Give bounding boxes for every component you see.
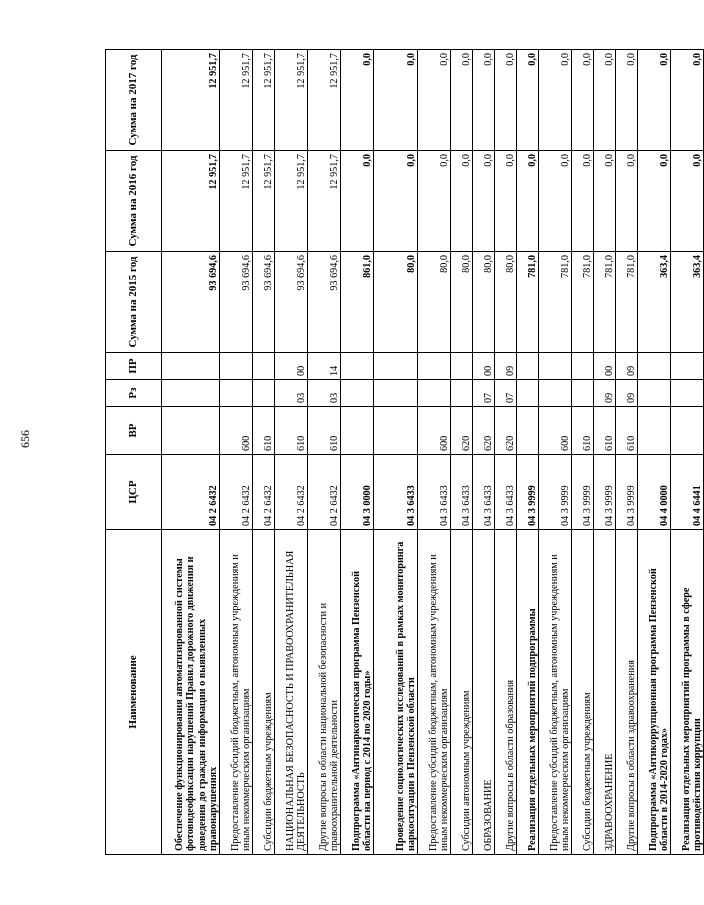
cell-vr: 620 — [495, 407, 517, 455]
table-row — [374, 50, 418, 855]
page-number: 656 — [18, 430, 32, 448]
cell-csr: 04 3 6433 — [374, 455, 418, 530]
cell-name: Субсидии бюджетным учреждениям — [253, 530, 275, 855]
cell-vr: 620 — [473, 407, 495, 455]
header-pr: ПР — [106, 353, 162, 380]
cell-sum-2015: 93 694,6 — [275, 252, 308, 353]
cell-csr: 04 2 6432 — [220, 455, 253, 530]
table-row — [451, 50, 473, 855]
table-row — [162, 50, 220, 855]
cell-sum-2015: 781,0 — [594, 252, 616, 353]
cell-pr: 09 — [616, 353, 638, 380]
cell-csr: 04 3 6433 — [451, 455, 473, 530]
table-row — [594, 50, 616, 855]
cell-vr: 610 — [594, 407, 616, 455]
cell-pr: 09 — [495, 353, 517, 380]
header-name: Наименование — [106, 530, 162, 855]
rotated-table-container — [105, 50, 703, 855]
table-row — [517, 50, 539, 855]
cell-name: ОБРАЗОВАНИЕ — [473, 530, 495, 855]
cell-sum-2015: 861,0 — [341, 252, 374, 353]
cell-vr — [638, 407, 671, 455]
cell-vr: 600 — [418, 407, 451, 455]
cell-name: Другие вопросы в области образования — [495, 530, 517, 855]
cell-rz: 07 — [495, 380, 517, 407]
cell-sum-2016: 0,0 — [638, 151, 671, 252]
cell-sum-2017: 0,0 — [517, 50, 539, 151]
cell-sum-2015: 781,0 — [539, 252, 572, 353]
cell-vr: 610 — [308, 407, 341, 455]
cell-csr: 04 3 6433 — [473, 455, 495, 530]
cell-name: Подпрограмма «Антикоррупционная программа Пензенской области в 2014-2020 годах» — [638, 530, 671, 855]
cell-vr: 610 — [275, 407, 308, 455]
cell-sum-2015: 80,0 — [418, 252, 451, 353]
cell-sum-2017: 0,0 — [616, 50, 638, 151]
cell-rz — [162, 380, 220, 407]
table-row — [572, 50, 594, 855]
cell-vr: 610 — [616, 407, 638, 455]
cell-name: Реализация отдельных мероприятий программы в сфере противодействия коррупции — [671, 530, 704, 855]
cell-sum-2017: 12 951,7 — [253, 50, 275, 151]
table-row — [539, 50, 572, 855]
cell-pr — [253, 353, 275, 380]
cell-csr: 04 4 0000 — [638, 455, 671, 530]
cell-pr: 14 — [308, 353, 341, 380]
header-sum-2016: Сумма на 2016 год — [106, 151, 162, 252]
cell-name: Обеспечение функционирования автоматизированной системы фотовидеофиксации нарушений Правил дорожного движения и доведения до граждан информации о выявленных правонарушениях — [162, 530, 220, 855]
cell-sum-2017: 0,0 — [638, 50, 671, 151]
cell-rz: 03 — [308, 380, 341, 407]
cell-name: Субсидии автономным учреждениям — [451, 530, 473, 855]
table-row — [473, 50, 495, 855]
cell-rz: 07 — [473, 380, 495, 407]
cell-csr: 04 3 9999 — [572, 455, 594, 530]
cell-sum-2017: 0,0 — [539, 50, 572, 151]
cell-pr — [418, 353, 451, 380]
cell-sum-2016: 0,0 — [594, 151, 616, 252]
cell-pr — [671, 353, 704, 380]
cell-sum-2016: 0,0 — [495, 151, 517, 252]
cell-csr: 04 3 6433 — [418, 455, 451, 530]
cell-name: Субсидии бюджетным учреждениям — [572, 530, 594, 855]
cell-rz — [539, 380, 572, 407]
cell-csr: 04 2 6432 — [275, 455, 308, 530]
table-row — [671, 50, 704, 855]
cell-sum-2015: 781,0 — [572, 252, 594, 353]
cell-name: Другие вопросы в области здравоохранения — [616, 530, 638, 855]
cell-name: Предоставление субсидий бюджетным, автономным учреждениям и иным некоммерческим организациям — [418, 530, 451, 855]
cell-csr: 04 3 9999 — [616, 455, 638, 530]
table-row — [275, 50, 308, 855]
cell-sum-2017: 0,0 — [572, 50, 594, 151]
cell-sum-2016: 12 951,7 — [275, 151, 308, 252]
cell-vr: 600 — [539, 407, 572, 455]
cell-rz — [451, 380, 473, 407]
cell-name: Предоставление субсидий бюджетным, автономным учреждениям и иным некоммерческим организациям — [220, 530, 253, 855]
table-row — [616, 50, 638, 855]
budget-table — [105, 49, 704, 855]
cell-sum-2016: 12 951,7 — [253, 151, 275, 252]
table-row — [308, 50, 341, 855]
cell-csr: 04 2 6432 — [162, 455, 220, 530]
cell-vr — [671, 407, 704, 455]
cell-sum-2016: 0,0 — [418, 151, 451, 252]
header-row — [106, 50, 162, 855]
cell-csr: 04 3 9999 — [539, 455, 572, 530]
cell-sum-2016: 12 951,7 — [308, 151, 341, 252]
cell-sum-2016: 0,0 — [616, 151, 638, 252]
cell-vr — [162, 407, 220, 455]
cell-rz — [638, 380, 671, 407]
header-sum-2017: Сумма на 2017 год — [106, 50, 162, 151]
cell-rz — [517, 380, 539, 407]
header-sum-2015: Сумма на 2015 год — [106, 252, 162, 353]
cell-sum-2017: 0,0 — [495, 50, 517, 151]
cell-pr — [220, 353, 253, 380]
cell-rz: 09 — [594, 380, 616, 407]
cell-sum-2016: 12 951,7 — [220, 151, 253, 252]
cell-sum-2016: 0,0 — [539, 151, 572, 252]
cell-csr: 04 3 6433 — [495, 455, 517, 530]
table-row — [253, 50, 275, 855]
cell-rz — [220, 380, 253, 407]
cell-name: Предоставление субсидий бюджетным, автономным учреждениям и иным некоммерческим организациям — [539, 530, 572, 855]
cell-name: Другие вопросы в области национальной безопасности и правоохранительной деятельности — [308, 530, 341, 855]
cell-pr — [374, 353, 418, 380]
cell-sum-2016: 0,0 — [572, 151, 594, 252]
cell-vr — [517, 407, 539, 455]
cell-sum-2015: 80,0 — [495, 252, 517, 353]
cell-name: Реализация отдельных мероприятий подпрограммы — [517, 530, 539, 855]
cell-sum-2015: 80,0 — [473, 252, 495, 353]
cell-rz — [374, 380, 418, 407]
cell-pr — [341, 353, 374, 380]
cell-sum-2017: 0,0 — [473, 50, 495, 151]
cell-sum-2017: 0,0 — [671, 50, 704, 151]
cell-vr: 610 — [253, 407, 275, 455]
cell-csr: 04 2 6432 — [308, 455, 341, 530]
table-row — [341, 50, 374, 855]
cell-sum-2016: 0,0 — [473, 151, 495, 252]
cell-sum-2017: 12 951,7 — [162, 50, 220, 151]
cell-rz: 09 — [616, 380, 638, 407]
cell-sum-2015: 93 694,6 — [308, 252, 341, 353]
cell-rz — [341, 380, 374, 407]
cell-csr: 04 3 9999 — [517, 455, 539, 530]
cell-sum-2015: 93 694,6 — [162, 252, 220, 353]
cell-name: НАЦИОНАЛЬНАЯ БЕЗОПАСНОСТЬ И ПРАВООХРАНИТЕЛЬНАЯ ДЕЯТЕЛЬНОСТЬ — [275, 530, 308, 855]
cell-sum-2017: 12 951,7 — [275, 50, 308, 151]
cell-sum-2015: 781,0 — [616, 252, 638, 353]
cell-pr — [451, 353, 473, 380]
cell-rz — [418, 380, 451, 407]
cell-name: Подпрограмма «Антинаркотическая программа Пензенской области на период с 2014 по 2020 годы» — [341, 530, 374, 855]
cell-sum-2017: 0,0 — [374, 50, 418, 151]
cell-sum-2016: 12 951,7 — [162, 151, 220, 252]
header-csr: ЦСР — [106, 455, 162, 530]
cell-rz — [253, 380, 275, 407]
cell-csr: 04 3 0000 — [341, 455, 374, 530]
cell-pr — [572, 353, 594, 380]
cell-pr — [539, 353, 572, 380]
cell-rz — [572, 380, 594, 407]
cell-sum-2015: 363,4 — [671, 252, 704, 353]
table-row — [418, 50, 451, 855]
cell-vr — [341, 407, 374, 455]
cell-pr: 00 — [594, 353, 616, 380]
header-rz: Рз — [106, 380, 162, 407]
cell-sum-2015: 80,0 — [374, 252, 418, 353]
cell-sum-2015: 781,0 — [517, 252, 539, 353]
cell-sum-2015: 93 694,6 — [253, 252, 275, 353]
cell-sum-2015: 363,4 — [638, 252, 671, 353]
cell-sum-2017: 12 951,7 — [220, 50, 253, 151]
cell-sum-2016: 0,0 — [341, 151, 374, 252]
cell-sum-2017: 0,0 — [451, 50, 473, 151]
cell-sum-2017: 0,0 — [341, 50, 374, 151]
cell-name: ЗДРАВООХРАНЕНИЕ — [594, 530, 616, 855]
cell-vr: 620 — [451, 407, 473, 455]
cell-sum-2016: 0,0 — [671, 151, 704, 252]
cell-pr — [162, 353, 220, 380]
cell-sum-2016: 0,0 — [451, 151, 473, 252]
cell-vr — [374, 407, 418, 455]
cell-csr: 04 3 9999 — [594, 455, 616, 530]
header-vr: ВР — [106, 407, 162, 455]
cell-sum-2016: 0,0 — [374, 151, 418, 252]
cell-pr: 00 — [275, 353, 308, 380]
cell-name: Проведение социологических исследований в рамках мониторинга наркоситуации в Пензенской области — [374, 530, 418, 855]
table-row — [220, 50, 253, 855]
cell-sum-2017: 12 951,7 — [308, 50, 341, 151]
cell-csr: 04 2 6432 — [253, 455, 275, 530]
cell-csr: 04 4 6441 — [671, 455, 704, 530]
cell-rz — [671, 380, 704, 407]
cell-sum-2016: 0,0 — [517, 151, 539, 252]
cell-sum-2015: 80,0 — [451, 252, 473, 353]
cell-sum-2015: 93 694,6 — [220, 252, 253, 353]
cell-pr: 00 — [473, 353, 495, 380]
table-row — [495, 50, 517, 855]
cell-vr: 610 — [572, 407, 594, 455]
cell-vr: 600 — [220, 407, 253, 455]
cell-pr — [517, 353, 539, 380]
cell-sum-2017: 0,0 — [418, 50, 451, 151]
cell-rz: 03 — [275, 380, 308, 407]
cell-pr — [638, 353, 671, 380]
cell-sum-2017: 0,0 — [594, 50, 616, 151]
table-row — [638, 50, 671, 855]
